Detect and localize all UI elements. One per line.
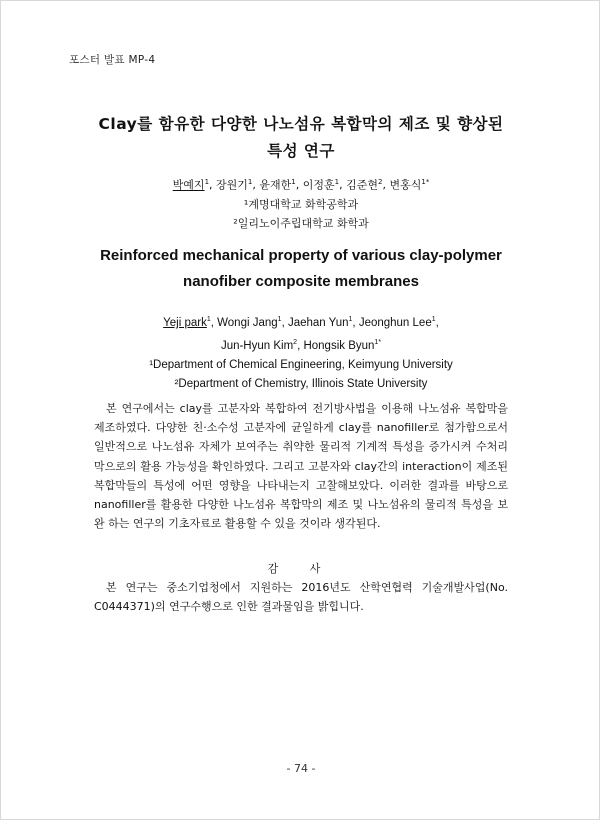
author-ko: 김준현 bbox=[346, 178, 378, 192]
english-author-line1: Yeji park$^1$, Wongi Jang$^1$, Jaehan Yun$^1$, Jeonghun Lee$^1$, bbox=[163, 316, 439, 329]
affiliation-ko-1: ¹계명대학교 화학공학과 bbox=[243, 197, 359, 211]
presenter-name-en: Yeji park bbox=[163, 316, 207, 329]
acknowledgement-title: 감 사 bbox=[267, 562, 335, 575]
page-number: - 74 - bbox=[286, 762, 316, 775]
author-ko: 윤재한 bbox=[259, 178, 292, 192]
session-label: 포스터 발표 MP-4 bbox=[69, 54, 156, 66]
author-en: Jaehan Yun bbox=[287, 316, 349, 329]
english-title-line1: Reinforced mechanical property of various clay-polymer bbox=[100, 247, 502, 264]
korean-title bbox=[1, 111, 600, 165]
english-author-line2: Jun-Hyun Kim$^2$, Hongsik Byun$^{1*}$ bbox=[220, 338, 382, 352]
author-en: Hongsik Byun bbox=[303, 339, 375, 352]
affiliation-en-2: ²Department of Chemistry, Illinois State University bbox=[174, 377, 428, 390]
author-en: Wongi Jang bbox=[217, 316, 278, 329]
korean-authors bbox=[1, 173, 600, 233]
korean-author-list: 박예지$^1$, 장원기$^1$, 윤재한$^1$, 이정훈$^1$, 김준현$^2$, 변홍식$^{1*}$ bbox=[172, 178, 430, 192]
author-ko: 장원기 bbox=[216, 178, 248, 192]
english-title-line2: nanofiber composite membranes bbox=[183, 273, 419, 290]
affiliation-en-1: ¹Department of Chemical Engineering, Keimyung University bbox=[149, 358, 453, 371]
author-en: Jun-Hyun Kim bbox=[220, 339, 294, 352]
english-authors bbox=[1, 310, 600, 394]
author-en: Jeonghun Lee bbox=[358, 316, 432, 329]
presenter-name-ko: 박예지 bbox=[172, 178, 205, 192]
korean-title-line1: Clay를 함유한 다양한 나노섬유 복합막의 제조 및 향상된 bbox=[98, 115, 504, 133]
acknowledgement-body: 본 연구는 중소기업청에서 지원하는 2016년도 산학연협력 기술개발사업(No. C0444371)의 연구수행으로 인한 결과물임을 밝힙니다. bbox=[94, 581, 508, 614]
affiliation-ko-2: ²일리노이주립대학교 화학과 bbox=[233, 216, 369, 230]
author-ko: 이정훈 bbox=[302, 178, 335, 192]
english-title bbox=[1, 243, 600, 295]
author-ko: 변홍식 bbox=[389, 178, 422, 192]
korean-title-line2: 특성 연구 bbox=[267, 142, 335, 160]
abstract-body: 본 연구에서는 clay를 고분자와 복합하여 전기방사법을 이용해 나노섬유 복합막을 제조하였다. 다양한 친·소수성 고분자에 균일하게 clay를 nanofiller로 첨가함으로서 일반적으로 나노섬유 자체가 보여주는 취약한 물리적 기계적 특성을 증가시켜 수처리 막으로의 활용 가능성을 확인하였다. 그리고 고분자와 clay간의 interaction이 제조된 복합막들의 특성에 어떤 영향을 나타내는지 고찰해보았다. 이러한 결과를 바탕으로 nanofiller를 활용한 다양한 나노섬유 복합막의 제조 및 나노섬유의 물리적 특성을 보완 하는 연구의 기초자료로 활용할 수 있을 것이라 생각된다. bbox=[94, 402, 508, 531]
